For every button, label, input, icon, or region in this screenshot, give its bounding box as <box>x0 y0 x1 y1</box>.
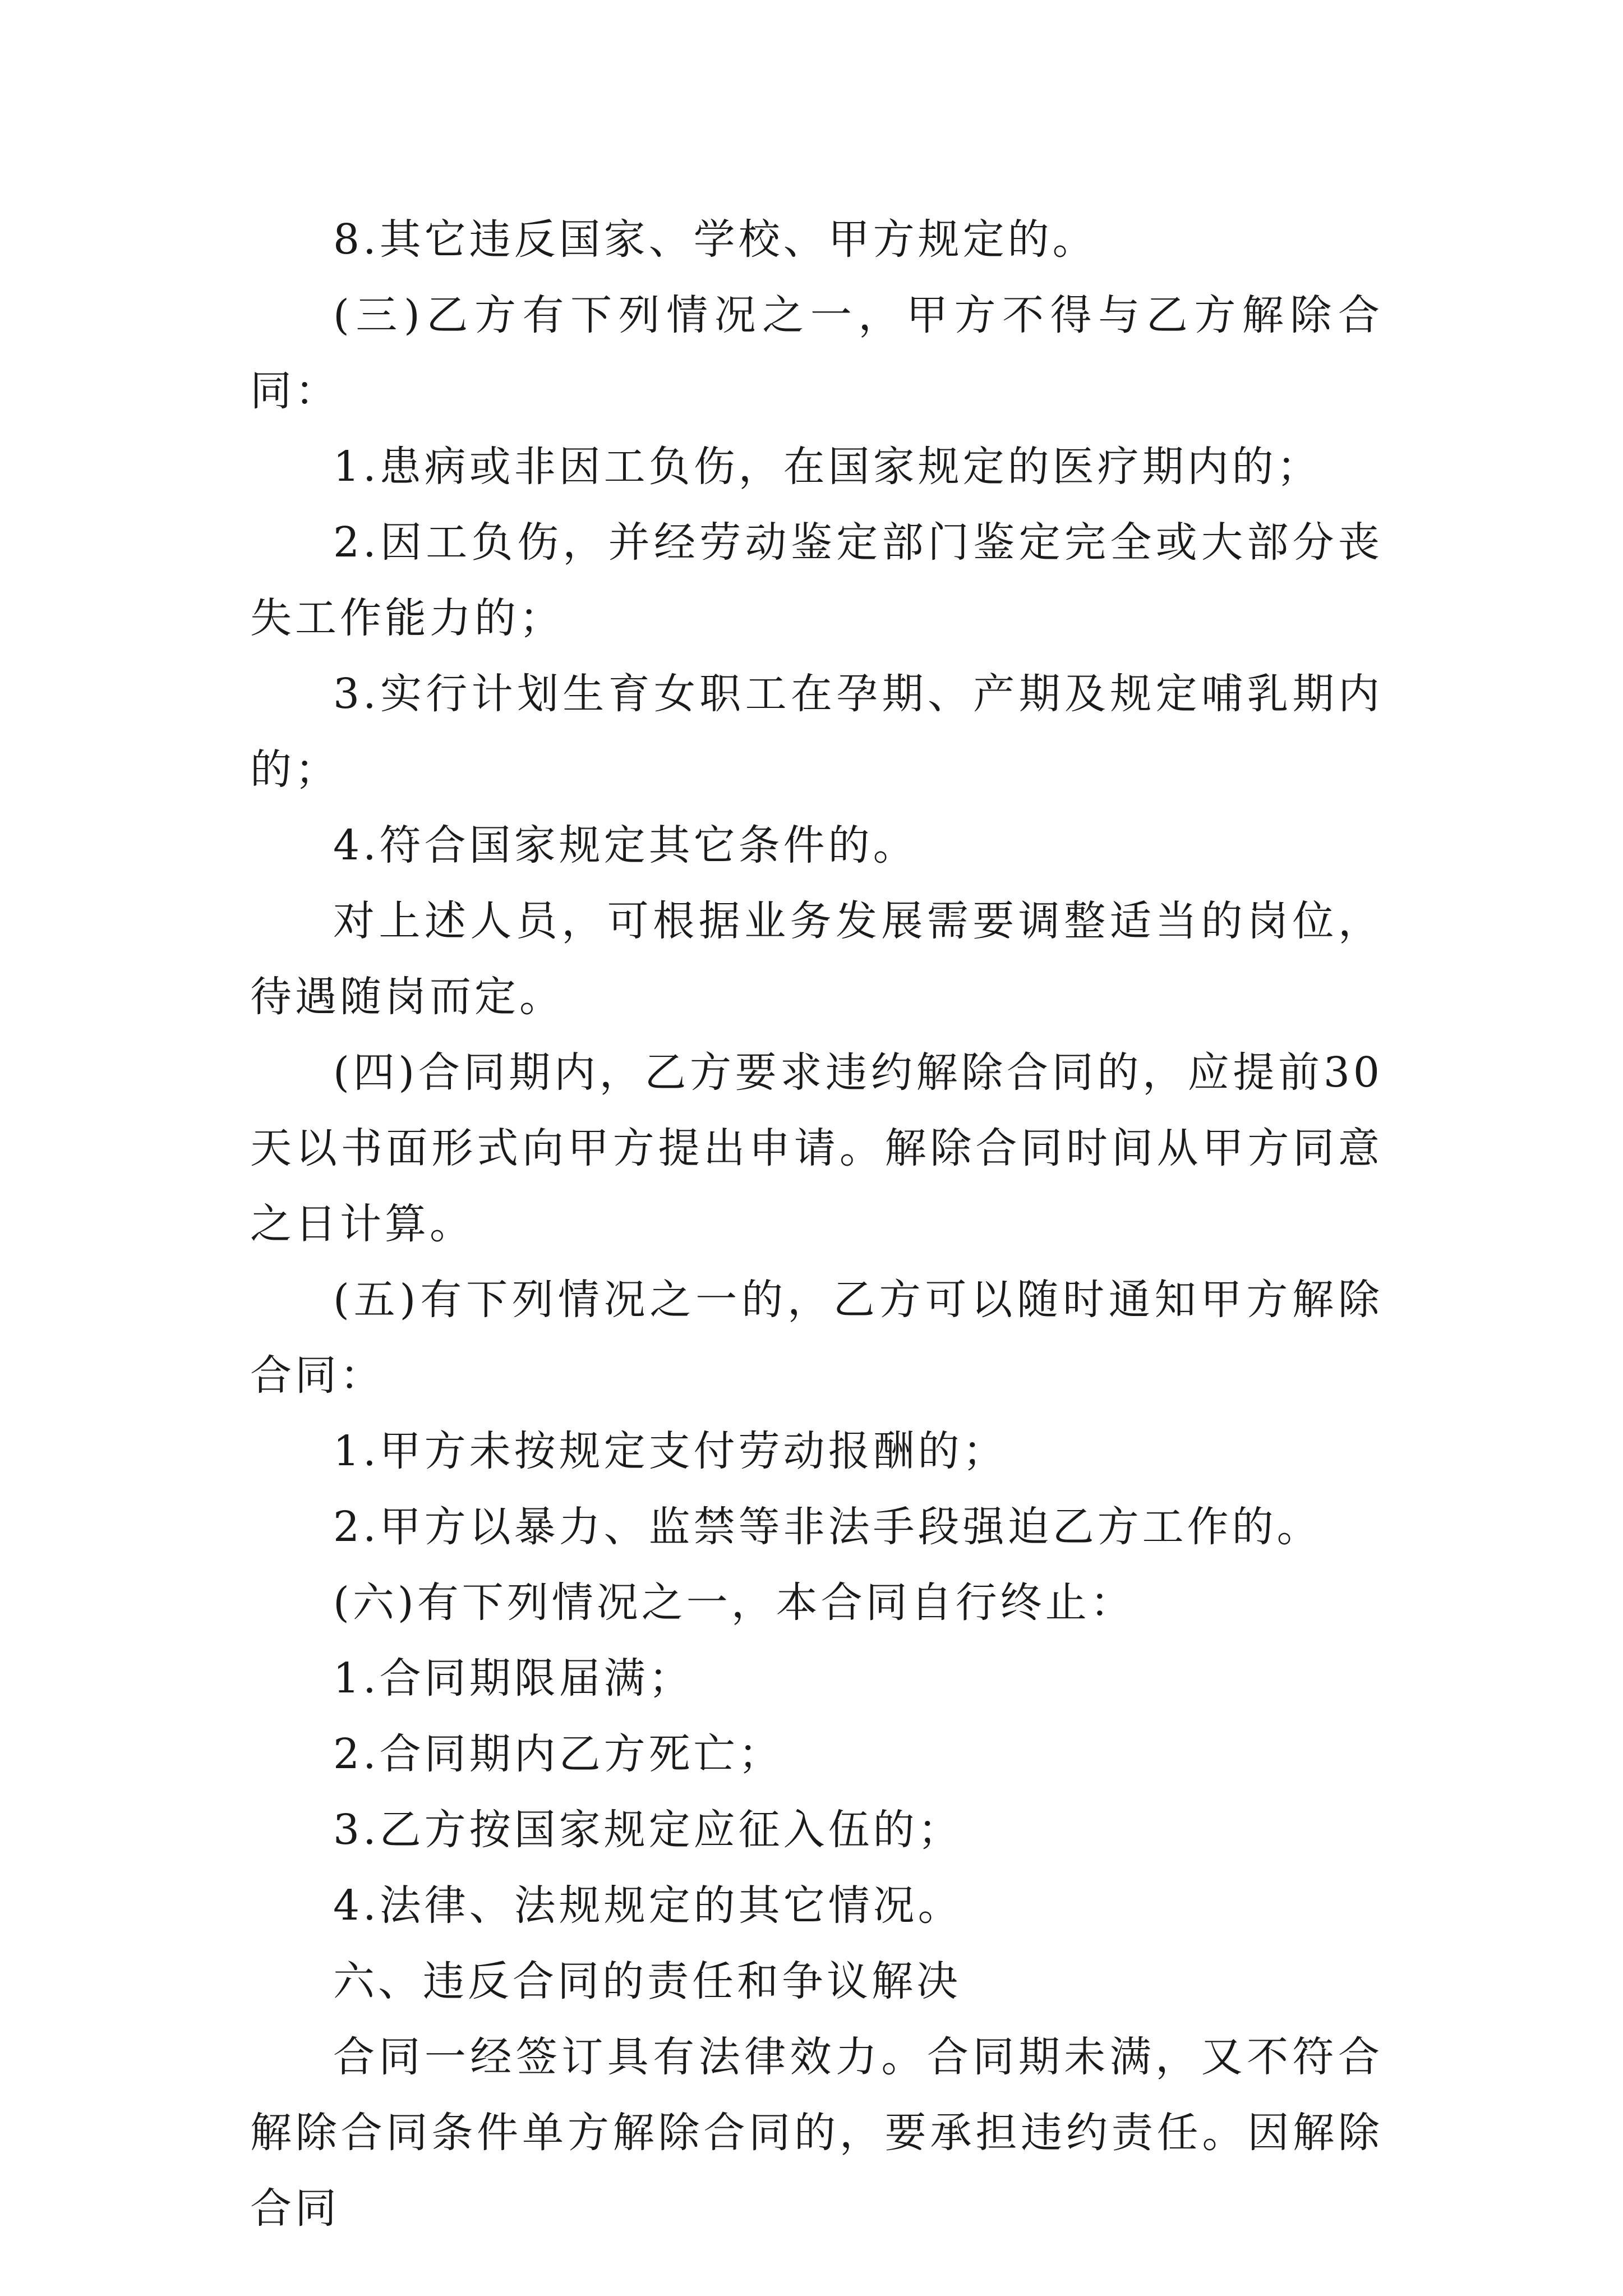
paragraph-section-5-item-1: 1.甲方未按规定支付劳动报酬的； <box>333 1427 1008 1475</box>
paragraph-section-5-heading: (五)有下列情况之一的，乙方可以随时通知甲方解除合同： <box>250 1276 1383 1400</box>
document-body <box>250 202 1383 2247</box>
paragraph-section-6-item-3: 3.乙方按国家规定应征入伍的； <box>333 1806 963 1854</box>
paragraph-chapter-6-body: 合同一经签订具有法律效力。合同期未满，又不符合解除合同条件单方解除合同的，要承担违约责任。因解除合同 <box>250 2033 1383 2233</box>
paragraph-section-6-item-4: 4.法律、法规规定的其它情况。 <box>333 1881 963 1930</box>
paragraph-section-6-item-2: 2.合同期内乙方死亡； <box>333 1730 783 1778</box>
paragraph-section-3-item-3: 3.实行计划生育女职工在孕期、产期及规定哺乳期内的； <box>250 670 1383 794</box>
paragraph-section-3-note: 对上述人员，可根据业务发展需要调整适当的岗位，待遇随岗而定。 <box>250 897 1383 1021</box>
paragraph-section-6-heading: (六)有下列情况之一，本合同自行终止： <box>333 1579 1135 1627</box>
paragraph-section-3-item-1: 1.患病或非因工负伤，在国家规定的医疗期内的； <box>333 443 1322 491</box>
chapter-6-heading: 六、违反合同的责任和争议解决 <box>333 1957 961 2005</box>
paragraph-section-4: (四)合同期内，乙方要求违约解除合同的，应提前30天以书面形式向甲方提出申请。解除合同时间从甲方同意之日计算。 <box>250 1048 1383 1248</box>
paragraph-item-8-violation: 8.其它违反国家、学校、甲方规定的。 <box>333 215 1098 264</box>
paragraph-section-5-item-2: 2.甲方以暴力、监禁等非法手段强迫乙方工作的。 <box>333 1503 1322 1551</box>
paragraph-section-3-item-4: 4.符合国家规定其它条件的。 <box>333 821 918 869</box>
paragraph-section-3-item-2: 2.因工负伤，并经劳动鉴定部门鉴定完全或大部分丧失工作能力的； <box>250 518 1383 642</box>
paragraph-section-6-item-1: 1.合同期限届满； <box>333 1654 694 1703</box>
paragraph-section-3-heading: (三)乙方有下列情况之一，甲方不得与乙方解除合同： <box>250 291 1383 415</box>
